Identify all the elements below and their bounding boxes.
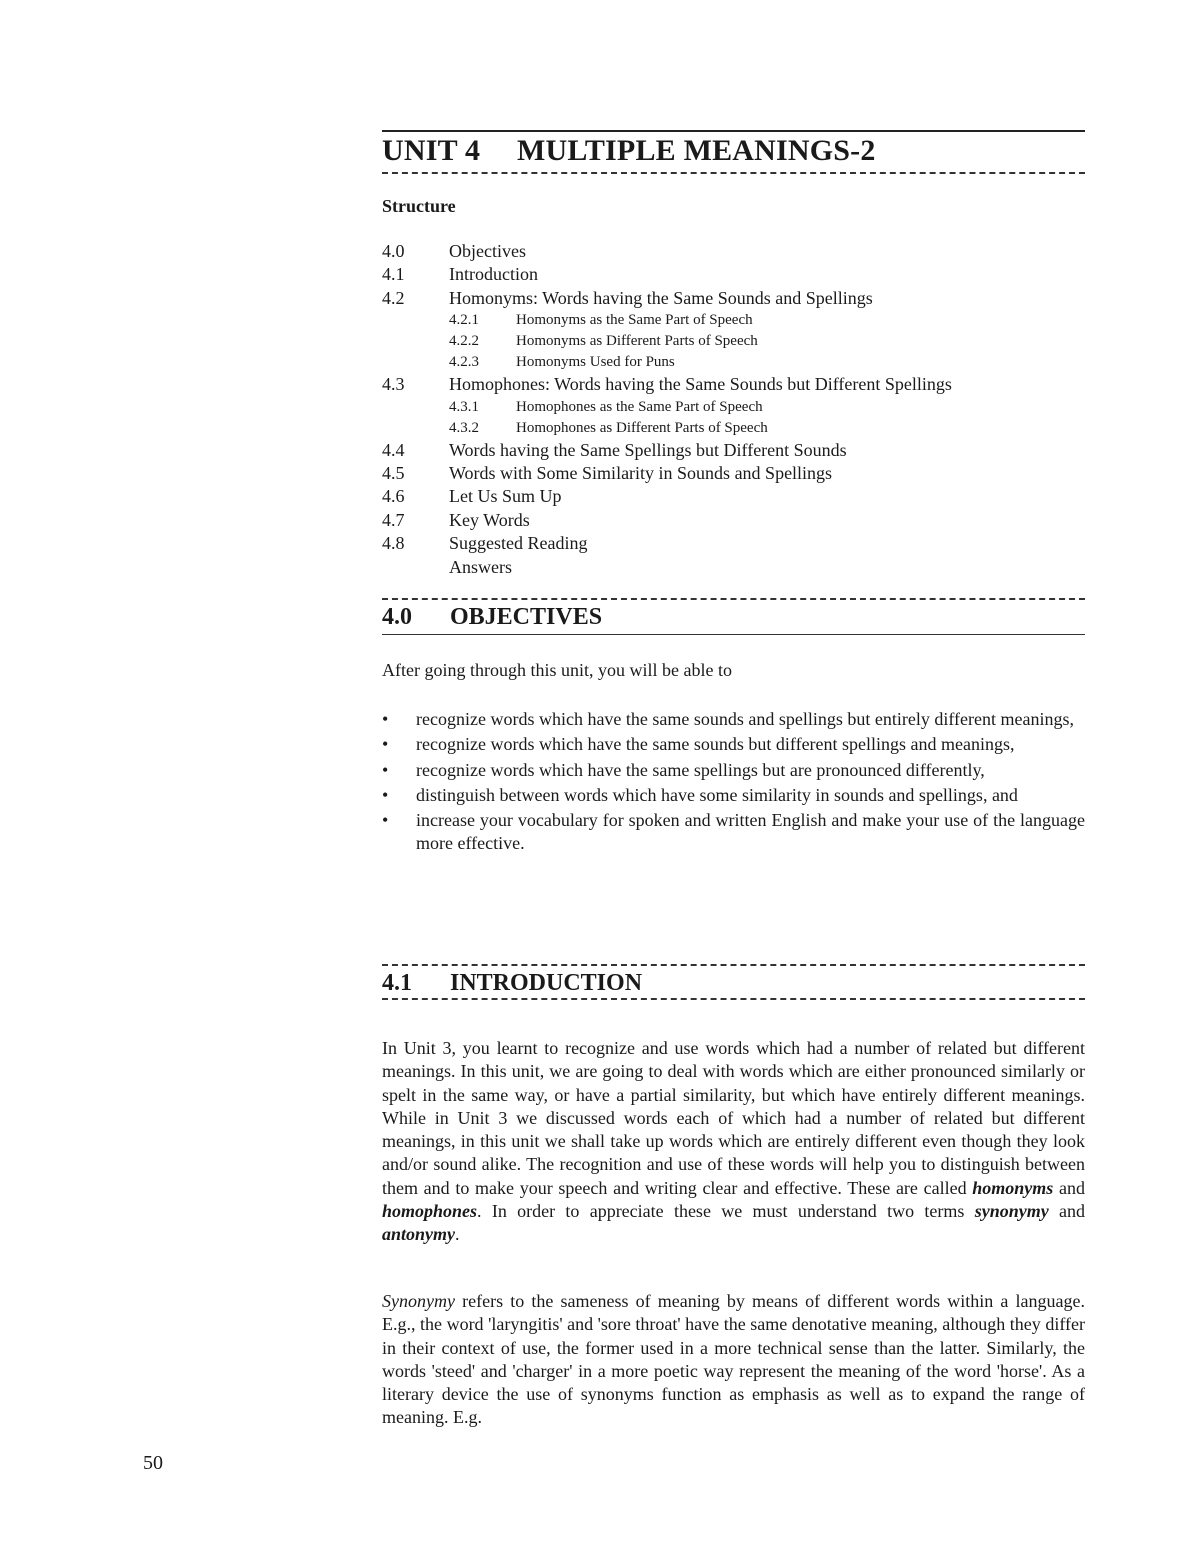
top-rule — [382, 130, 1085, 132]
list-item — [382, 733, 1085, 756]
bullet-icon: • — [382, 810, 389, 831]
toc-item-title: Homonyms as the Same Part of Speech — [516, 312, 753, 329]
list-item — [382, 784, 1085, 807]
toc-item-title: Words with Some Similarity in Sounds and Spellings — [449, 462, 833, 483]
toc-item — [382, 287, 1085, 310]
list-item-text: recognize words which have the same sounds and spellings but entirely different meanings, — [416, 709, 1074, 729]
toc-item-title: Answers — [449, 556, 512, 577]
toc-item-title: Homonyms as Different Parts of Speech — [516, 333, 758, 350]
unit-title — [382, 134, 1085, 168]
introduction-top-rule — [382, 964, 1085, 966]
toc-item-number: 4.1 — [382, 264, 405, 285]
term-homonyms: homonyms — [972, 1177, 1054, 1198]
list-item-text: distinguish between words which have some similarity in sounds and spellings, and — [416, 784, 1018, 805]
unit-title-underline — [382, 172, 1085, 174]
toc-item-title: Introduction — [449, 264, 538, 285]
toc-item — [382, 509, 1085, 532]
unit-number: UNIT 4 — [382, 134, 481, 167]
toc-item-title: Homonyms: Words having the Same Sounds and Spellings — [449, 287, 873, 308]
bullet-icon: • — [382, 759, 389, 780]
toc-item-number: 4.3 — [382, 374, 405, 395]
toc-item-number: 4.6 — [382, 486, 405, 507]
introduction-paragraph-2 — [382, 1290, 1085, 1430]
toc-item — [382, 331, 1085, 352]
toc-item — [382, 240, 1085, 263]
intro-p1-text-d: . — [455, 1224, 460, 1245]
toc-item-title: Homophones as the Same Part of Speech — [516, 398, 763, 415]
intro-p1-text-b: . In order to appreciate these we must understand two terms — [477, 1201, 975, 1222]
list-item — [382, 809, 1085, 856]
bullet-icon: • — [382, 734, 389, 755]
table-of-contents — [382, 240, 1085, 579]
introduction-paragraph-1 — [382, 1037, 1085, 1247]
term-antonymy: antonymy — [382, 1224, 456, 1245]
objectives-bottom-rule — [382, 634, 1085, 635]
list-item — [382, 759, 1085, 782]
toc-item — [382, 532, 1085, 555]
intro-p1-and: and — [1053, 1177, 1085, 1198]
objectives-top-rule — [382, 598, 1085, 600]
toc-item-title: Homophones: Words having the Same Sounds but Different Spellings — [449, 374, 952, 395]
toc-item-number: 4.8 — [382, 533, 405, 554]
list-item — [382, 708, 1085, 731]
bullet-icon: • — [382, 709, 389, 729]
objectives-list — [382, 708, 1085, 858]
toc-item-number: 4.2.2 — [449, 333, 479, 350]
toc-item-number: 4.2.3 — [449, 354, 479, 371]
toc-item — [382, 373, 1085, 396]
list-item-text: recognize words which have the same sounds but different spellings and meanings, — [416, 734, 1015, 755]
unit-name: MULTIPLE MEANINGS-2 — [517, 134, 876, 167]
toc-item-title: Objectives — [449, 241, 526, 261]
toc-item — [382, 397, 1085, 418]
term-homophones: homophones — [382, 1201, 478, 1222]
toc-item — [382, 462, 1085, 485]
toc-item-title: Let Us Sum Up — [449, 486, 562, 507]
introduction-heading — [382, 970, 1085, 997]
term-synonymy-2: Synonymy — [382, 1291, 455, 1311]
objectives-intro: After going through this unit, you will be able to — [382, 660, 732, 680]
bullet-icon: • — [382, 784, 389, 805]
introduction-bottom-rule — [382, 998, 1085, 1000]
list-item-text: increase your vocabulary for spoken and written English and make your use of the language more effective. — [416, 810, 1085, 854]
toc-item — [382, 418, 1085, 439]
intro-p1-text-a: In Unit 3, you learnt to recognize and use words which had a number of related but different meanings. In this unit, we are going to deal with words which are either pronounced similarly or spelt in the same way, or have a partial similarity, but which have entirely different meanings. While in Unit 3 we discussed words each of which had a number of related but different meanings, in this unit we shall take up words which are entirely different even though they look and/or sound alike. The recognition and use of these words will help you to distinguish between them and to make your speech and writing clear and effective. These are called — [382, 1038, 1085, 1198]
intro-p1-text-c: and — [1048, 1201, 1085, 1222]
toc-item — [382, 352, 1085, 373]
toc-item — [382, 556, 1085, 579]
toc-item-number: 4.2 — [382, 287, 405, 308]
toc-item — [382, 263, 1085, 286]
toc-item-title: Homophones as Different Parts of Speech — [516, 419, 768, 436]
introduction-number: 4.1 — [382, 970, 412, 996]
toc-item — [382, 310, 1085, 331]
toc-item-number: 4.5 — [382, 462, 405, 483]
term-synonymy: synonymy — [974, 1201, 1049, 1222]
objectives-title: OBJECTIVES — [450, 604, 603, 630]
toc-item-number: 4.7 — [382, 509, 405, 530]
toc-item-title: Words having the Same Spellings but Different Sounds — [449, 439, 847, 460]
structure-label: Structure — [382, 196, 456, 216]
toc-item-title: Homonyms Used for Puns — [516, 354, 675, 371]
list-item-text: recognize words which have the same spellings but are pronounced differently, — [416, 759, 985, 780]
intro-p2-text: refers to the sameness of meaning by means of different words within a language. E.g., the word 'laryngitis' and 'sore throat' have the same denotative meaning, although they differ in their context of use, the former used in a more technical sense than the latter. Similarly, the words 'steed' and 'charger' in a more poetic way represent the meaning of the word 'horse'. As a literary device the use of synonyms function as emphasis as well as to expand the range of meaning. E.g. — [382, 1291, 1085, 1428]
toc-item-title: Suggested Reading — [449, 533, 588, 554]
toc-item-number: 4.3.1 — [449, 398, 479, 415]
objectives-heading — [382, 604, 1085, 631]
toc-item-number: 4.0 — [382, 241, 405, 261]
toc-item — [382, 439, 1085, 462]
introduction-title: INTRODUCTION — [450, 970, 643, 996]
toc-item-number: 4.3.2 — [449, 419, 479, 436]
toc-item-title: Key Words — [449, 509, 530, 530]
page-number: 50 — [143, 1452, 163, 1474]
objectives-number: 4.0 — [382, 604, 412, 630]
toc-item-number: 4.4 — [382, 439, 405, 460]
toc-item-number: 4.2.1 — [449, 312, 479, 329]
toc-item — [382, 485, 1085, 508]
